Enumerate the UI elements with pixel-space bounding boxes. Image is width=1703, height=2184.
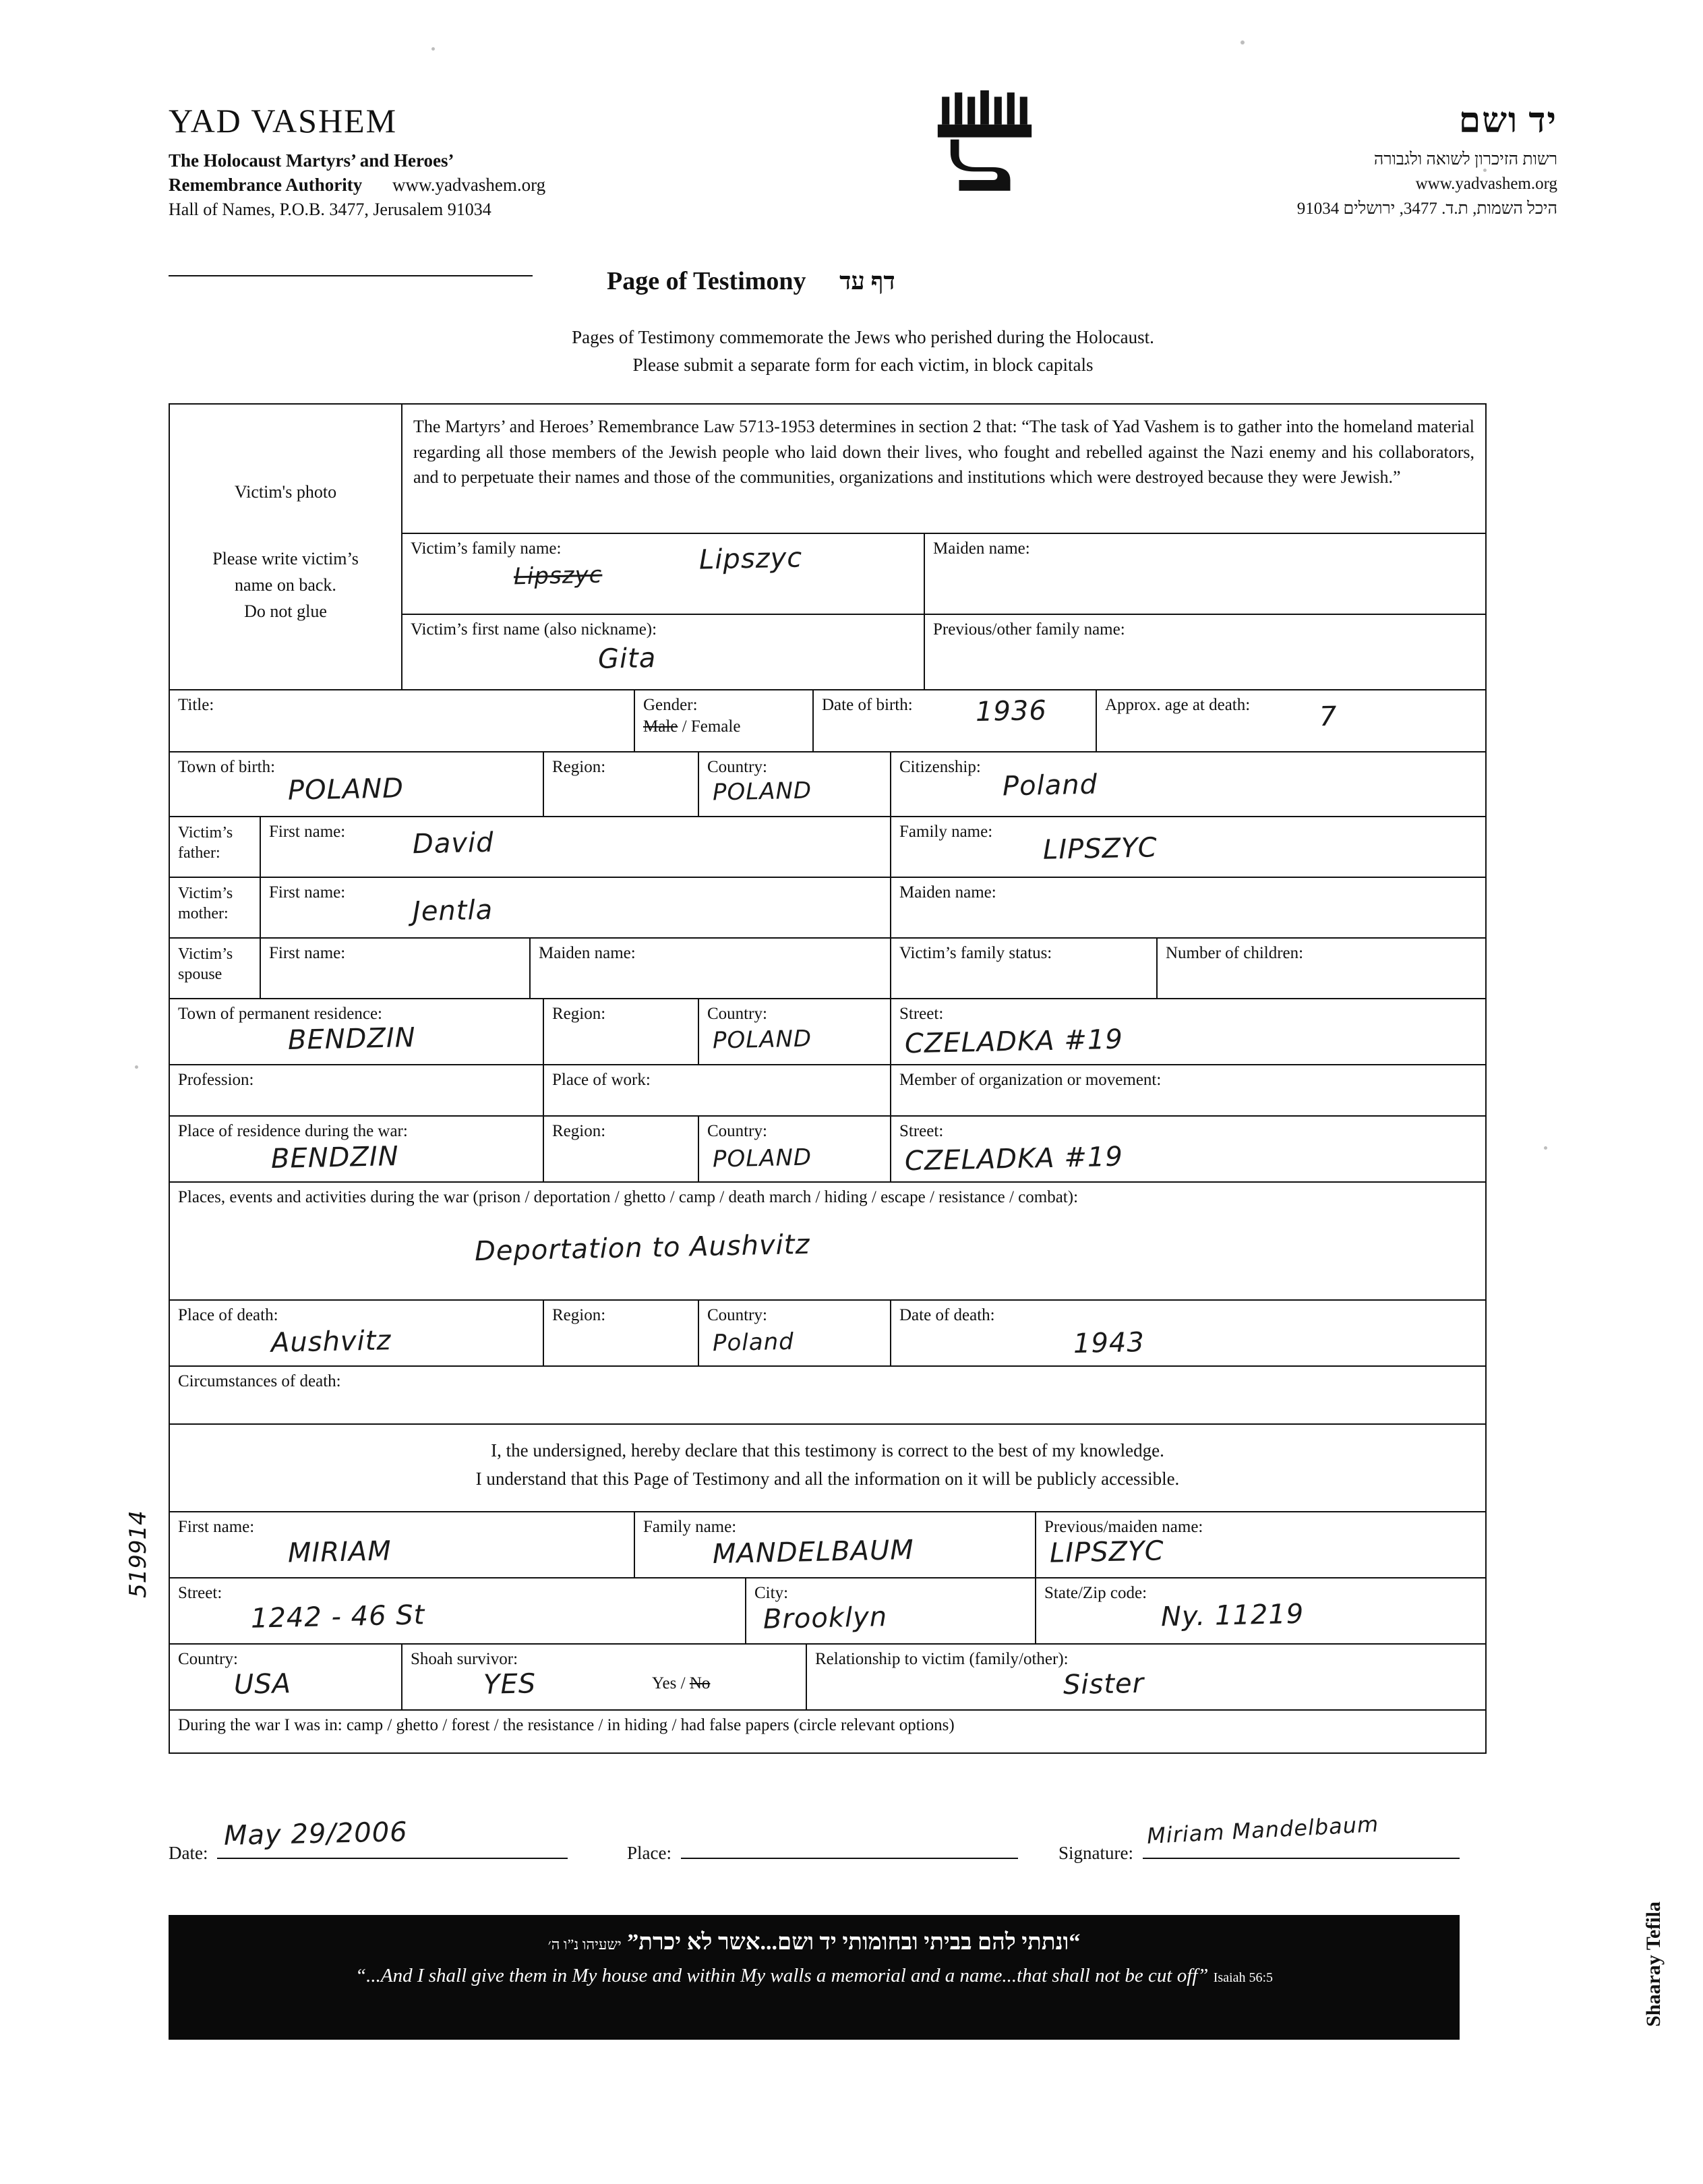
approx-age-value: 7	[1319, 701, 1338, 733]
spouse-group-label	[170, 939, 261, 998]
war-street-label: Street:	[899, 1122, 944, 1140]
war-residence-row	[170, 1117, 1485, 1183]
spouse-row	[170, 939, 1485, 999]
circumstances-of-death-field[interactable]	[170, 1367, 1485, 1423]
submitter-country-value: USA	[233, 1668, 292, 1701]
photo-note-line2: name on back.	[235, 575, 336, 595]
org-address-en: Hall of Names, P.O.B. 3477, Jerusalem 91034	[169, 199, 491, 219]
scan-speck	[1544, 1146, 1547, 1150]
mother-maiden-name-label: Maiden name:	[899, 883, 996, 902]
mother-label-line1: Victim’s	[178, 885, 233, 902]
submitter-country-field[interactable]	[170, 1645, 402, 1709]
birth-region-label: Region:	[552, 758, 606, 776]
title-gender-row	[170, 690, 1485, 752]
declaration-row	[170, 1425, 1485, 1512]
place-label: Place:	[627, 1843, 671, 1863]
number-of-children-field[interactable]	[1158, 939, 1485, 998]
residence-street-label: Street:	[899, 1005, 944, 1023]
permanent-residence-row	[170, 999, 1485, 1065]
death-row	[170, 1301, 1485, 1367]
previous-family-name-label: Previous/other family name:	[933, 620, 1125, 639]
title-label: Title:	[178, 696, 214, 714]
victim-family-name-field[interactable]	[402, 534, 925, 614]
submitter-country-label: Country:	[178, 1650, 238, 1668]
father-first-name-value: David	[412, 827, 494, 860]
war-residence-field[interactable]	[170, 1117, 544, 1181]
quote-english-ref: Isaiah 56:5	[1213, 1970, 1273, 1985]
shoah-survivor-options[interactable]	[652, 1674, 710, 1693]
place-of-work-field[interactable]	[544, 1065, 891, 1115]
mother-label-line2: mother:	[178, 905, 229, 922]
mother-first-name-label: First name:	[269, 883, 346, 902]
town-of-birth-value: POLAND	[287, 773, 405, 806]
header-right-block	[1139, 101, 1557, 221]
place-input-line[interactable]	[681, 1831, 1018, 1859]
quote-english-text: “...And I shall give them in My house and within My walls a memorial and a name...that shall not be cut off”	[355, 1965, 1209, 1986]
birth-place-row	[170, 752, 1485, 817]
birth-region-field[interactable]	[544, 752, 699, 816]
war-activities-row	[170, 1183, 1485, 1301]
submitter-family-name-value: MANDELBAUM	[712, 1534, 915, 1570]
member-of-organization-field[interactable]	[891, 1065, 1485, 1115]
legal-notice-text: The Martyrs’ and Heroes’ Remembrance Law 5713-1953 determines in section 2 that: “The task of Yad Vashem is to gather into the homeland material regarding all those members of the Jewish people who laid down their lives, who fought and rebelled against the Nazi enemy and his collaborators, and to perpetuate their names and those of the communities, organizations and institutions which were destroyed because they were Jewish.”	[413, 417, 1474, 488]
org-address-he: היכל השמות, ת.ד. 3477, ירושלים 91034	[1296, 199, 1557, 218]
submitter-first-name-label: First name:	[178, 1518, 255, 1536]
approx-age-label: Approx. age at death:	[1105, 696, 1251, 714]
profession-field[interactable]	[170, 1065, 544, 1115]
date-of-death-label: Date of death:	[899, 1306, 995, 1324]
submitter-street-field[interactable]	[170, 1578, 746, 1643]
header-divider	[169, 275, 533, 276]
victim-first-name-field[interactable]	[402, 615, 925, 689]
mother-group-label	[170, 878, 261, 937]
org-subtitle-text: Remembrance Authority	[169, 175, 363, 196]
title-field[interactable]	[170, 690, 635, 751]
submitter-state-zip-field[interactable]	[1036, 1578, 1485, 1643]
relationship-label: Relationship to victim (family/other):	[815, 1650, 1069, 1668]
mother-first-name-field[interactable]	[261, 878, 891, 937]
submitter-name-row	[170, 1512, 1485, 1578]
family-status-label: Victim’s family status:	[899, 944, 1052, 962]
war-region-field[interactable]	[544, 1117, 699, 1181]
scan-speck	[135, 1065, 138, 1069]
submitter-state-zip-label: State/Zip code:	[1044, 1584, 1147, 1602]
death-country-value: Poland	[712, 1328, 795, 1357]
gender-separator: /	[682, 717, 687, 736]
spouse-first-name-field[interactable]	[261, 939, 531, 998]
residence-region-label: Region:	[552, 1005, 606, 1023]
residence-country-label: Country:	[707, 1005, 767, 1023]
town-permanent-residence-label: Town of permanent residence:	[178, 1005, 382, 1023]
war-country-field[interactable]	[699, 1117, 891, 1181]
during-war-label: During the war I was in: camp / ghetto / forest / the resistance / in hiding / had false papers (circle relevant options)	[178, 1716, 955, 1734]
form-intro	[169, 324, 1557, 378]
yad-vashem-logo	[903, 88, 1079, 199]
profession-label: Profession:	[178, 1071, 254, 1089]
place-of-death-value: Aushvitz	[270, 1325, 392, 1359]
death-region-label: Region:	[552, 1306, 606, 1324]
approx-age-at-death-field[interactable]	[1097, 690, 1485, 751]
father-first-name-label: First name:	[269, 823, 346, 841]
org-subtitle-line1: The Holocaust Martyrs’ and Heroes’	[169, 150, 454, 171]
victim-maiden-name-label: Maiden name:	[933, 539, 1030, 558]
gender-options[interactable]	[643, 717, 804, 736]
gender-field[interactable]	[635, 690, 814, 751]
spouse-label-line1: Victim’s	[178, 945, 233, 963]
declaration-line-1: I, the undersigned, hereby declare that this testimony is correct to the best of my knowledge.	[491, 1440, 1164, 1460]
father-family-name-field[interactable]	[891, 817, 1485, 877]
archive-number-handwritten: 519914	[125, 1510, 152, 1598]
form-title	[607, 266, 895, 296]
submitter-street-value: 1242 - 46 St	[250, 1599, 425, 1634]
victim-first-name-label: Victim’s first name (also nickname):	[411, 620, 657, 639]
isaiah-quote-band	[169, 1915, 1460, 2040]
submitter-first-name-value: MIRIAM	[287, 1535, 392, 1569]
scan-speck	[1241, 40, 1245, 45]
family-status-field[interactable]	[891, 939, 1158, 998]
residence-street-field[interactable]	[891, 999, 1485, 1064]
submitter-previous-maiden-name-label: Previous/maiden name:	[1044, 1518, 1203, 1536]
date-of-death-value: 1943	[1073, 1326, 1145, 1360]
father-row	[170, 817, 1485, 878]
document-header	[169, 101, 1557, 270]
website-link-he[interactable]: www.yadvashem.org	[1415, 175, 1557, 194]
place-field[interactable]	[627, 1831, 1058, 1864]
submitter-family-name-field[interactable]	[635, 1512, 1036, 1577]
submitter-first-name-field[interactable]	[170, 1512, 635, 1577]
profession-row	[170, 1065, 1485, 1117]
quote-hebrew-ref: ישעיהו נ”ו ה׳	[547, 1936, 622, 1953]
death-country-field[interactable]	[699, 1301, 891, 1365]
date-of-birth-value: 1936	[975, 695, 1048, 728]
quote-english	[169, 1965, 1460, 1987]
legal-notice-row	[402, 405, 1485, 534]
member-of-organization-label: Member of organization or movement:	[899, 1071, 1162, 1089]
submitter-city-field[interactable]	[746, 1578, 1036, 1643]
shoah-survivor-value: YES	[483, 1668, 537, 1701]
synagogue-stamp: Shaaray Tefila	[1642, 1901, 1665, 2027]
town-permanent-residence-value: BENDZIN	[287, 1022, 417, 1056]
gender-label: Gender:	[643, 696, 698, 714]
signature-value: Miriam Mandelbaum	[1146, 1811, 1380, 1849]
date-value: May 29/2006	[224, 1817, 409, 1852]
victim-family-name-struck-value: Lipszyc	[513, 561, 603, 591]
spouse-maiden-name-label: Maiden name:	[539, 944, 636, 962]
death-region-field[interactable]	[544, 1301, 699, 1365]
submitter-state-zip-value: Ny. 11219	[1160, 1598, 1305, 1633]
father-group-label	[170, 817, 261, 877]
father-label-line1: Victim’s	[178, 824, 233, 842]
submitter-previous-maiden-name-field[interactable]	[1036, 1512, 1485, 1577]
victim-family-name-value: Lipszyc	[698, 542, 803, 576]
war-country-value: POLAND	[712, 1144, 812, 1173]
relationship-value: Sister	[1063, 1667, 1145, 1701]
quote-hebrew	[169, 1930, 1460, 1955]
org-name-en: YAD VASHEM	[169, 102, 398, 140]
declaration-text	[170, 1425, 1485, 1511]
residence-region-field[interactable]	[544, 999, 699, 1064]
testimony-form	[169, 403, 1487, 1754]
signature-row-inner	[169, 1811, 1487, 1864]
org-name-he: יד ושם	[1458, 102, 1557, 140]
first-name-row	[402, 615, 1485, 689]
victim-maiden-name-field[interactable]	[925, 534, 1485, 614]
submitter-address-row	[170, 1578, 1485, 1645]
war-region-label: Region:	[552, 1122, 606, 1140]
intro-line-1: Pages of Testimony commemorate the Jews who perished during the Holocaust.	[572, 327, 1154, 347]
victim-family-name-label: Victim’s family name:	[411, 539, 562, 558]
shoah-survivor-option-yes[interactable]: Yes	[652, 1674, 677, 1692]
citizenship-field[interactable]	[891, 752, 1485, 816]
website-link-en[interactable]: www.yadvashem.org	[392, 175, 546, 196]
war-residence-value: BENDZIN	[270, 1141, 400, 1175]
scan-speck	[431, 47, 435, 51]
submitter-city-label: City:	[754, 1584, 789, 1602]
gender-option-male[interactable]: Male	[643, 717, 678, 736]
intro-line-2: Please submit a separate form for each victim, in block capitals	[632, 354, 1094, 375]
signature-field[interactable]	[1058, 1811, 1487, 1864]
citizenship-value: Poland	[1002, 769, 1098, 802]
death-country-label: Country:	[707, 1306, 767, 1324]
war-street-value: CZELADKA #19	[904, 1141, 1124, 1177]
victim-photo-box[interactable]	[170, 405, 402, 689]
photo-note-line3: Do not glue	[244, 601, 327, 621]
spouse-first-name-label: First name:	[269, 944, 346, 962]
war-activities-field[interactable]	[170, 1183, 1485, 1299]
victim-first-name-value: Gita	[597, 643, 657, 675]
family-name-row	[402, 534, 1485, 615]
spouse-label-line2: spouse	[178, 966, 222, 983]
shoah-survivor-label: Shoah survivor:	[411, 1650, 518, 1668]
place-of-death-field[interactable]	[170, 1301, 544, 1365]
victim-photo-note	[178, 545, 393, 624]
signature-label: Signature:	[1058, 1843, 1133, 1863]
date-input-line[interactable]	[217, 1817, 568, 1859]
father-label-line2: father:	[178, 844, 220, 862]
menorah-icon	[927, 88, 1055, 196]
mother-maiden-name-field[interactable]	[891, 878, 1485, 937]
war-residence-label: Place of residence during the war:	[178, 1122, 408, 1140]
war-street-field[interactable]	[891, 1117, 1485, 1181]
org-subtitle-line2	[169, 173, 708, 197]
war-activities-value: Deportation to Aushvitz	[474, 1229, 810, 1268]
residence-country-field[interactable]	[699, 999, 891, 1064]
previous-family-name-field[interactable]	[925, 615, 1485, 689]
mother-first-name-value: Jentla	[412, 894, 494, 928]
declaration-line-2: I understand that this Page of Testimony and all the information on it will be publicly accessible.	[475, 1468, 1180, 1489]
father-family-name-value: LIPSZYC	[1042, 832, 1158, 866]
date-of-birth-field[interactable]	[814, 690, 1097, 751]
form-title-en: Page of Testimony	[607, 267, 806, 295]
victim-photo-label: Victim's photo	[234, 482, 337, 502]
number-of-children-label: Number of children:	[1166, 944, 1304, 962]
photo-note-line1: Please write victim’s	[212, 549, 359, 568]
war-country-label: Country:	[707, 1122, 767, 1140]
date-of-death-field[interactable]	[891, 1301, 1485, 1365]
relationship-field[interactable]	[807, 1645, 1485, 1709]
place-of-work-label: Place of work:	[552, 1071, 651, 1089]
during-war-row	[170, 1711, 1485, 1752]
top-right-block	[402, 405, 1485, 689]
during-war-field[interactable]	[170, 1711, 1485, 1752]
submitter-details-row	[170, 1645, 1485, 1711]
date-of-birth-label: Date of birth:	[822, 696, 913, 714]
submitter-city-value: Brooklyn	[763, 1601, 888, 1635]
shoah-survivor-option-no[interactable]: No	[689, 1674, 711, 1692]
gender-option-female[interactable]: Female	[690, 717, 741, 736]
circumstances-of-death-label: Circumstances of death:	[178, 1372, 341, 1390]
birth-country-field[interactable]	[699, 752, 891, 816]
father-family-name-label: Family name:	[899, 823, 993, 841]
citizenship-label: Citizenship:	[899, 758, 981, 776]
mother-row	[170, 878, 1485, 939]
birth-country-value: POLAND	[712, 777, 812, 806]
war-activities-label: Places, events and activities during the war (prison / deportation / ghetto / camp / death march / hiding / escape / resistance / combat):	[178, 1188, 1079, 1206]
submitter-previous-maiden-name-value: LIPSZYC	[1049, 1535, 1165, 1569]
date-label: Date:	[169, 1843, 208, 1863]
town-of-birth-field[interactable]	[170, 752, 544, 816]
submitter-street-label: Street:	[178, 1584, 222, 1602]
quote-hebrew-text: “ונתתי להם בביתי ובחומותי יד ושם...אשר לא יכרת”	[627, 1930, 1081, 1955]
town-of-birth-label: Town of birth:	[178, 758, 276, 776]
residence-country-value: POLAND	[712, 1025, 812, 1055]
spouse-maiden-name-field[interactable]	[531, 939, 891, 998]
town-permanent-residence-field[interactable]	[170, 999, 544, 1064]
submitter-family-name-label: Family name:	[643, 1518, 737, 1536]
shoah-survivor-separator: /	[680, 1674, 690, 1692]
form-top-section	[170, 405, 1485, 690]
place-of-death-label: Place of death:	[178, 1306, 278, 1324]
shoah-survivor-field[interactable]	[402, 1645, 807, 1709]
birth-country-label: Country:	[707, 758, 767, 776]
header-left-block	[169, 101, 708, 222]
date-field[interactable]	[169, 1817, 627, 1864]
circumstances-row	[170, 1367, 1485, 1425]
residence-street-value: CZELADKA #19	[904, 1024, 1124, 1060]
signature-input-line[interactable]	[1143, 1811, 1460, 1859]
org-subtitle-he: רשות הזיכרון לשואה ולגבורה	[1373, 150, 1557, 169]
form-title-he: דף עד	[839, 268, 895, 295]
father-first-name-field[interactable]	[261, 817, 891, 877]
signature-row	[169, 1811, 1487, 1864]
